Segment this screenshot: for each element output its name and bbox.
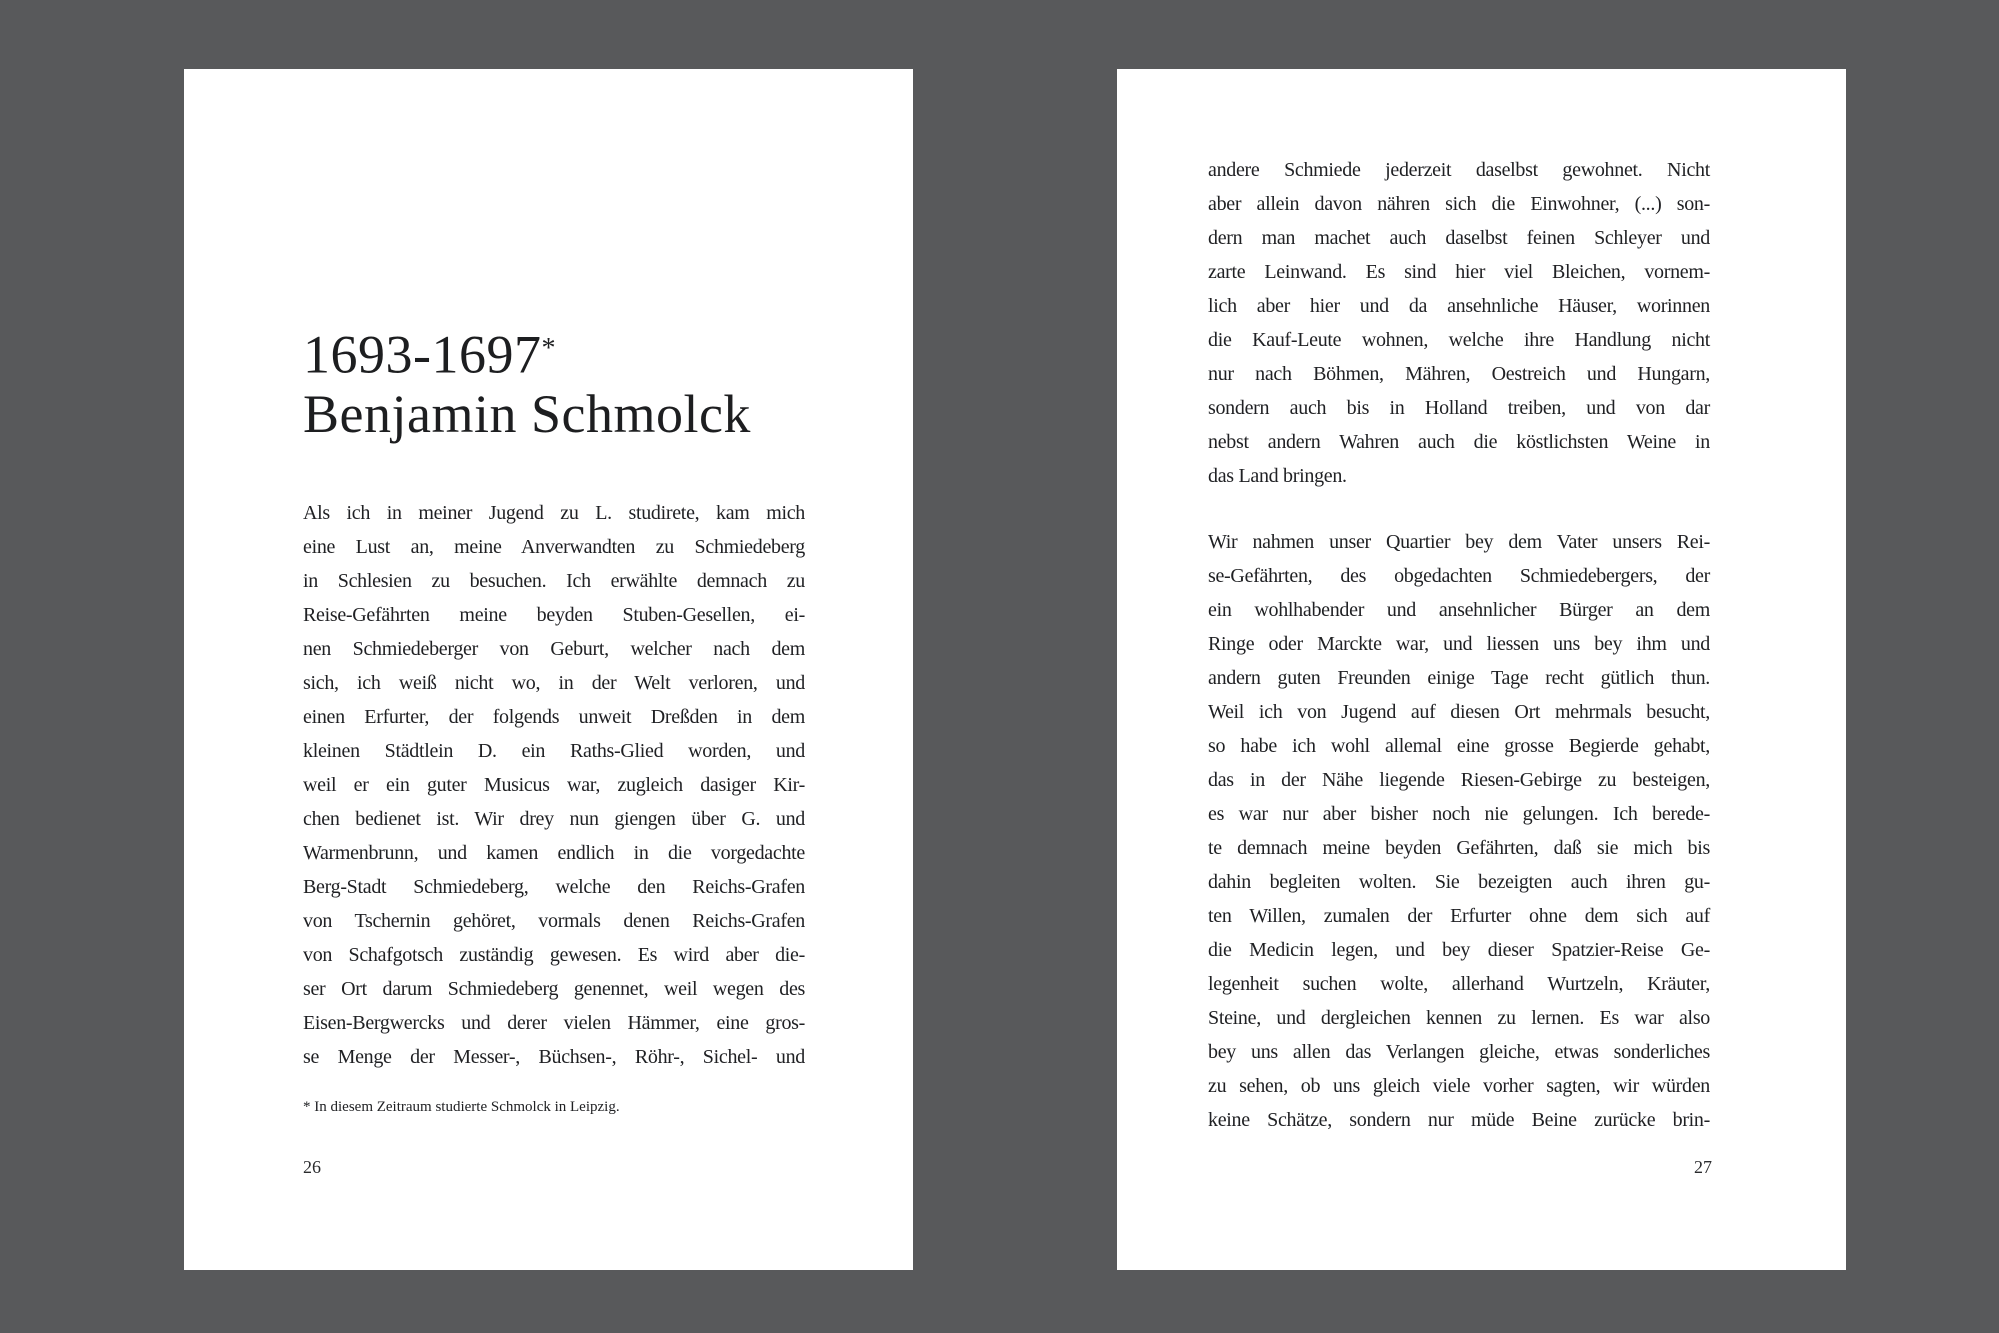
text-line: nen Schmiedeberger von Geburt, welcher nach dem xyxy=(303,638,805,660)
text-line: andere Schmiede jederzeit daselbst gewohnet. Nicht xyxy=(1208,159,1710,181)
text-line: aber allein davon nähren sich die Einwohner, (...) son- xyxy=(1208,193,1710,215)
text-line: einen Erfurter, der folgends unweit Dreßden in dem xyxy=(303,706,805,728)
body-paragraph xyxy=(1208,153,1710,493)
text-line: kleinen Städtlein D. ein Raths-Glied worden, und xyxy=(303,740,805,762)
text-line: es war nur aber bisher noch nie gelungen. Ich berede- xyxy=(1208,803,1710,825)
text-line: Ringe oder Marckte war, und liessen uns bey ihm und xyxy=(1208,633,1710,655)
page-number-left: 26 xyxy=(303,1157,321,1177)
text-line: sich, ich weiß nicht wo, in der Welt verloren, und xyxy=(303,672,805,694)
text-line: dern man machet auch daselbst feinen Schleyer und xyxy=(1208,227,1710,249)
chapter-author: Benjamin Schmolck xyxy=(303,384,751,445)
text-line: Warmenbrunn, und kamen endlich in die vorgedachte xyxy=(303,842,805,864)
text-line: nebst andern Wahren auch die köstlichsten Weine in xyxy=(1208,431,1710,453)
text-line: ein wohlhabender und ansehnlicher Bürger an dem xyxy=(1208,599,1710,621)
text-line: in Schlesien zu besuchen. Ich erwählte demnach zu xyxy=(303,570,805,592)
text-line: zarte Leinwand. Es sind hier viel Bleichen, vornem- xyxy=(1208,261,1710,283)
text-line: ser Ort darum Schmiedeberg genennet, weil wegen des xyxy=(303,978,805,1000)
text-line: te demnach meine beyden Gefährten, daß sie mich bis xyxy=(1208,837,1710,859)
book-page-left xyxy=(184,69,913,1270)
text-line: dahin begleiten wolten. Sie bezeigten auch ihren gu- xyxy=(1208,871,1710,893)
text-line: eine Lust an, meine Anverwandten zu Schmiedeberg xyxy=(303,536,805,558)
right-body-column xyxy=(1208,153,1710,1137)
left-body-column xyxy=(303,496,805,1074)
footnote: * In diesem Zeitraum studierte Schmolck in Leipzig. xyxy=(303,1099,620,1115)
text-line: Reise-Gefährten meine beyden Stuben-Gesellen, ei- xyxy=(303,604,805,626)
text-line: legenheit suchen wolte, allerhand Wurtzeln, Kräuter, xyxy=(1208,973,1710,995)
body-paragraph xyxy=(303,496,805,1074)
text-line: keine Schätze, sondern nur müde Beine zurücke brin- xyxy=(1208,1109,1710,1131)
footnote-marker: * xyxy=(541,333,556,364)
text-line: das Land bringen. xyxy=(1208,465,1347,487)
text-line: lich aber hier und da ansehnliche Häuser, worinnen xyxy=(1208,295,1710,317)
text-line: Weil ich von Jugend auf diesen Ort mehrmals besucht, xyxy=(1208,701,1710,723)
text-line: Als ich in meiner Jugend zu L. studirete, kam mich xyxy=(303,502,805,524)
text-line: von Tschernin gehöret, vormals denen Reichs-Grafen xyxy=(303,910,805,932)
chapter-years: 1693-1697 xyxy=(303,324,542,385)
book-page-right xyxy=(1117,69,1846,1270)
text-line: die Medicin legen, und bey dieser Spatzier-Reise Ge- xyxy=(1208,939,1710,961)
text-line: bey uns allen das Verlangen gleiche, etwas sonderliches xyxy=(1208,1041,1710,1063)
text-line: andern guten Freunden einige Tage recht gütlich thun. xyxy=(1208,667,1710,689)
text-line: se-Gefährten, des obgedachten Schmiedebergers, der xyxy=(1208,565,1710,587)
body-paragraph xyxy=(1208,525,1710,1137)
chapter-years-line xyxy=(303,319,751,384)
text-line: Wir nahmen unser Quartier bey dem Vater unsers Rei- xyxy=(1208,531,1710,553)
text-line: weil er ein guter Musicus war, zugleich dasiger Kir- xyxy=(303,774,805,796)
text-line: zu sehen, ob uns gleich viele vorher sagten, wir würden xyxy=(1208,1075,1710,1097)
text-line: die Kauf-Leute wohnen, welche ihre Handlung nicht xyxy=(1208,329,1710,351)
text-line: Berg-Stadt Schmiedeberg, welche den Reichs-Grafen xyxy=(303,876,805,898)
text-line: se Menge der Messer-, Büchsen-, Röhr-, Sichel- und xyxy=(303,1046,805,1068)
text-line: sondern auch bis in Holland treiben, und von dar xyxy=(1208,397,1710,419)
chapter-heading xyxy=(303,319,751,444)
text-line: Steine, und dergleichen kennen zu lernen. Es war also xyxy=(1208,1007,1710,1029)
text-line: ten Willen, zumalen der Erfurter ohne dem sich auf xyxy=(1208,905,1710,927)
page-number-right: 27 xyxy=(1694,1157,1712,1177)
text-line: Eisen-Bergwercks und derer vielen Hämmer, eine gros- xyxy=(303,1012,805,1034)
text-line: das in der Nähe liegende Riesen-Gebirge zu besteigen, xyxy=(1208,769,1710,791)
text-line: von Schafgotsch zuständig gewesen. Es wird aber die- xyxy=(303,944,805,966)
text-line: nur nach Böhmen, Mähren, Oestreich und Hungarn, xyxy=(1208,363,1710,385)
text-line: so habe ich wohl allemal eine grosse Begierde gehabt, xyxy=(1208,735,1710,757)
text-line: chen bedienet ist. Wir drey nun giengen über G. und xyxy=(303,808,805,830)
